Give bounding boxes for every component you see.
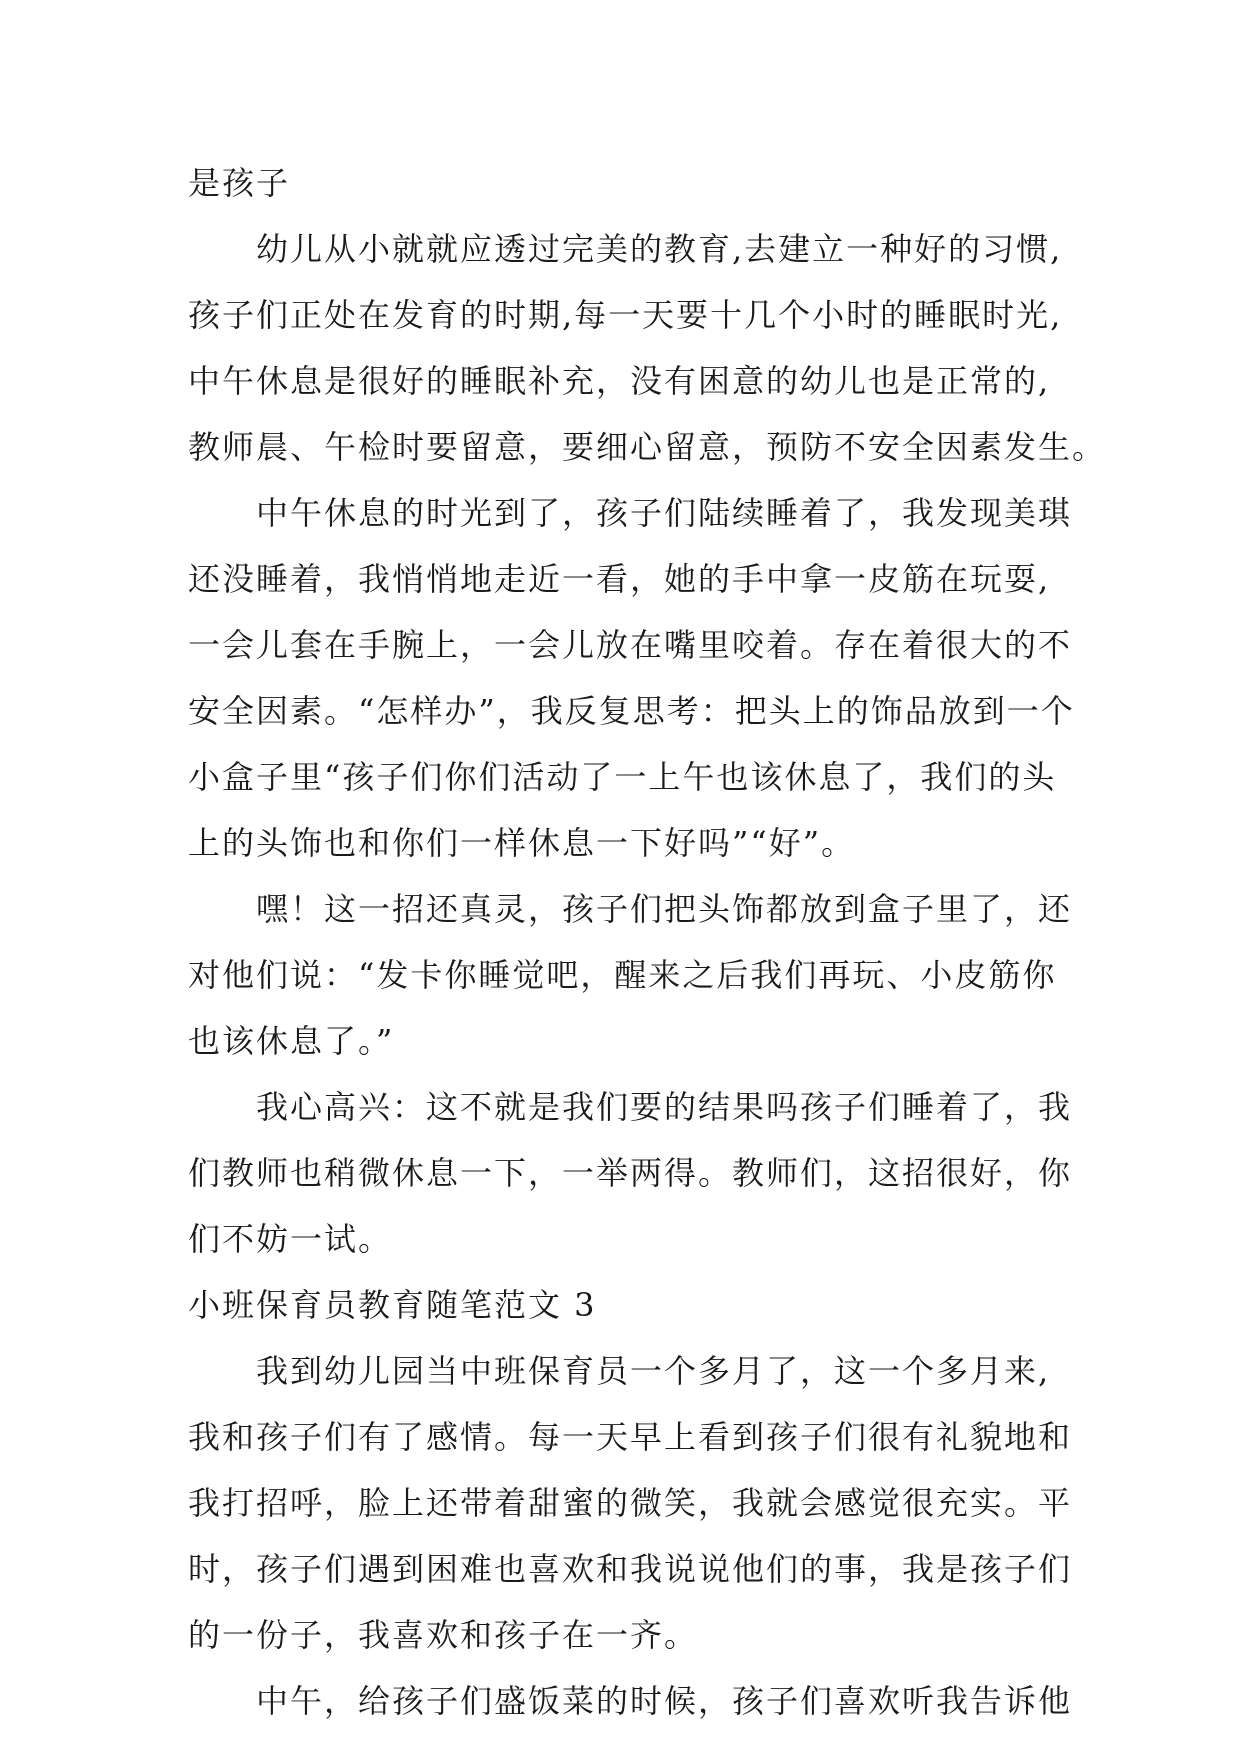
text-line: 时，孩子们遇到困难也喜欢和我说说他们的事，我是孩子们 bbox=[188, 1550, 1073, 1588]
text-line: 们不妨一试。 bbox=[188, 1220, 393, 1258]
text-line: 嘿！这一招还真灵，孩子们把头饰都放到盒子里了，还 bbox=[256, 890, 1073, 928]
text-line: 是孩子 bbox=[188, 164, 291, 202]
document-text bbox=[188, 150, 1107, 1734]
text-line: 还没睡着，我悄悄地走近一看，她的手中拿一皮筋在玩耍, bbox=[188, 560, 1051, 598]
text-line: 安全因素。“怎样办”，我反复思考：把头上的饰品放到一个 bbox=[188, 692, 1075, 730]
text-line: 幼儿从小就就应透过完美的教育,去建立一种好的习惯, bbox=[256, 230, 1063, 268]
text-line: 教师晨、午检时要留意，要细心留意，预防不安全因素发生。 bbox=[188, 428, 1107, 466]
text-line: 的一份子，我喜欢和孩子在一齐。 bbox=[188, 1616, 699, 1654]
text-line: 我到幼儿园当中班保育员一个多月了，这一个多月来, bbox=[256, 1352, 1051, 1390]
text-line: 小班保育员教育随笔范文 3 bbox=[188, 1286, 597, 1324]
text-line: 们教师也稍微休息一下，一举两得。教师们，这招很好，你 bbox=[188, 1154, 1073, 1192]
text-line: 孩子们正处在发育的时期,每一天要十几个小时的睡眠时光, bbox=[188, 296, 1063, 334]
text-line: 中午休息的时光到了，孩子们陆续睡着了，我发现美琪 bbox=[256, 494, 1073, 532]
text-line: 对他们说：“发卡你睡觉吧，醒来之后我们再玩、小皮筋你 bbox=[188, 956, 1057, 994]
text-line: 小盒子里“孩子们你们活动了一上午也该休息了，我们的头 bbox=[188, 758, 1057, 796]
text-line: 中午，给孩子们盛饭菜的时候，孩子们喜欢听我告诉他 bbox=[256, 1682, 1073, 1720]
text-line: 我打招呼，脸上还带着甜蜜的微笑，我就会感觉很充实。平 bbox=[188, 1484, 1073, 1522]
text-line: 一会儿套在手腕上，一会儿放在嘴里咬着。存在着很大的不 bbox=[188, 626, 1073, 664]
text-line: 我心高兴：这不就是我们要的结果吗孩子们睡着了，我 bbox=[256, 1088, 1073, 1126]
text-line: 中午休息是很好的睡眠补充，没有困意的幼儿也是正常的, bbox=[188, 362, 1051, 400]
text-line: 也该休息了。” bbox=[188, 1022, 395, 1060]
text-line: 上的头饰也和你们一样休息一下好吗”“好”。 bbox=[188, 824, 856, 862]
text-line: 我和孩子们有了感情。每一天早上看到孩子们很有礼貌地和 bbox=[188, 1418, 1073, 1456]
